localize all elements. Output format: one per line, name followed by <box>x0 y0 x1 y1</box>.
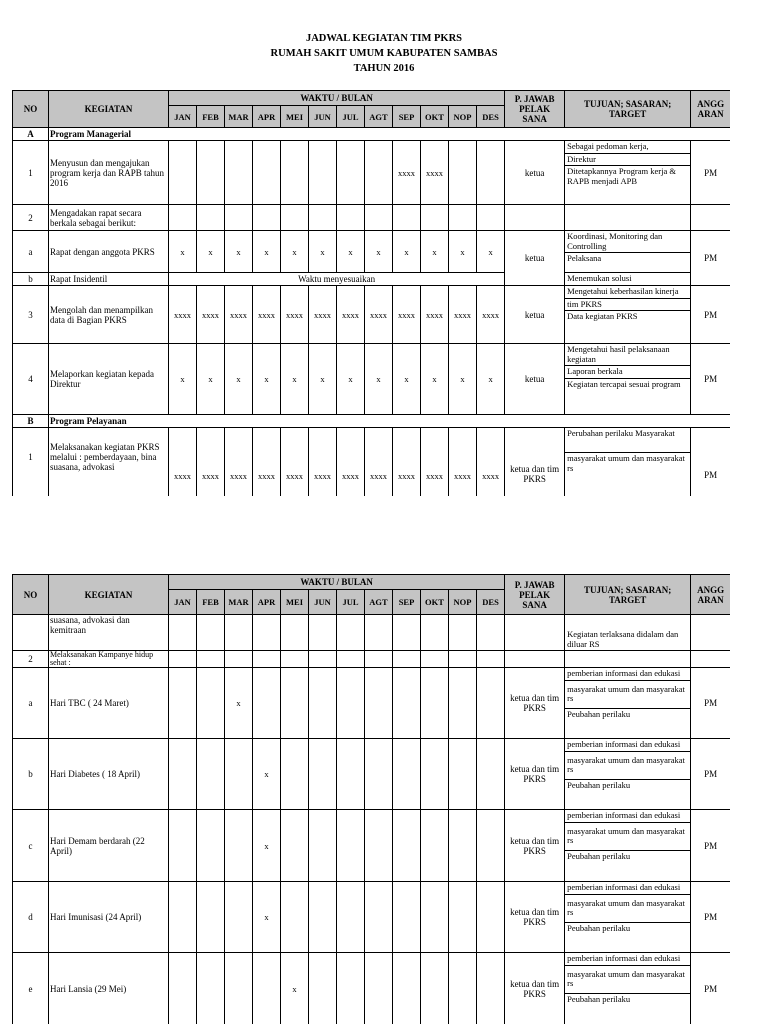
month-header: APR <box>253 106 281 128</box>
section-no: A <box>13 128 49 141</box>
row-pj: ketua <box>505 344 565 415</box>
table-row <box>13 651 731 668</box>
row-anggaran: PM <box>691 953 730 1024</box>
tujuan-line: masyarakat umum dan masyarakat rs <box>565 895 690 923</box>
tujuan-line: Kegiatan terlaksana didalam dan diluar RS <box>567 629 679 649</box>
month-mark: xxxx <box>309 286 337 344</box>
row-tujuan <box>565 273 691 286</box>
month-mark: x <box>253 739 281 810</box>
row-kegiatan: Menyusun dan mengajukan program kerja dan RAPB tahun 2016 <box>49 141 169 205</box>
doc-title-line3: TAHUN 2016 <box>353 63 415 74</box>
month-mark: xxxx <box>449 286 477 344</box>
schedule-page-2 <box>12 574 730 1024</box>
month-header: FEB <box>197 106 225 128</box>
month-mark: x <box>337 231 365 273</box>
row-kegiatan: Melaksanakan kegiatan PKRS melalui : pemberdayaan, bina suasana, advokasi <box>49 428 169 497</box>
table-row <box>13 810 731 882</box>
section-row-b <box>13 415 731 428</box>
month-mark: x <box>477 344 505 415</box>
row-tujuan <box>565 141 691 205</box>
row-no: a <box>13 231 49 273</box>
tujuan-line: masyarakat umum dan masyarakat rs <box>565 752 690 780</box>
month-mark: x <box>281 953 309 1024</box>
tujuan-line: Mengetahui hasil pelaksanaan kegiatan <box>565 344 690 366</box>
month-mark: xxxx <box>309 428 337 497</box>
tujuan-line: pemberian informasi dan edukasi <box>565 882 690 895</box>
waktu-menyesuaikan: Waktu menyesuaikan <box>169 273 505 286</box>
row-pj: ketua <box>505 141 565 205</box>
row-kegiatan: Melaporkan kegiatan kepada Direktur <box>49 344 169 415</box>
header-no: NO <box>13 575 49 615</box>
month-mark: x <box>253 344 281 415</box>
page-gap <box>0 496 768 572</box>
month-header: SEP <box>393 590 421 615</box>
row-kegiatan: Hari Demam berdarah (22 April) <box>49 810 169 882</box>
header-anggaran: ANGG ARAN <box>691 91 730 128</box>
month-mark: x <box>253 810 281 882</box>
row-pj: ketua dan tim PKRS <box>505 428 565 497</box>
row-anggaran: PM <box>691 286 730 344</box>
header-anggaran: ANGG ARAN <box>691 575 730 615</box>
month-header: DES <box>477 590 505 615</box>
month-mark: xxxx <box>393 286 421 344</box>
month-header: MAR <box>225 106 253 128</box>
row-tujuan <box>565 668 691 739</box>
month-mark: x <box>281 344 309 415</box>
row-no: 1 <box>13 428 49 497</box>
month-mark: xxxx <box>477 286 505 344</box>
row-kegiatan: suasana, advokasi dan kemitraan <box>49 615 169 651</box>
table-row <box>13 428 731 497</box>
row-kegiatan: Hari Diabetes ( 18 April) <box>49 739 169 810</box>
row-kegiatan: Mengadakan rapat secara berkala sebagai berikut: <box>49 205 169 231</box>
tujuan-line: Peubahan perilaku <box>567 850 631 861</box>
tujuan-line: Peubahan perilaku <box>567 779 631 790</box>
row-kegiatan: Hari Lansia (29 Mei) <box>49 953 169 1024</box>
row-kegiatan: Rapat dengan anggota PKRS <box>49 231 169 273</box>
month-header: NOP <box>449 590 477 615</box>
month-mark: xxxx <box>365 286 393 344</box>
month-header: AGT <box>365 106 393 128</box>
month-mark: x <box>393 344 421 415</box>
row-no: b <box>13 739 49 810</box>
month-mark: x <box>365 231 393 273</box>
tujuan-line: Perubahan perilaku Masyarakat <box>565 428 690 453</box>
header-tujuan: TUJUAN; SASARAN; TARGET <box>565 575 691 615</box>
table-row <box>13 273 731 286</box>
row-tujuan <box>565 231 691 273</box>
month-mark: x <box>421 344 449 415</box>
row-no: b <box>13 273 49 286</box>
month-header: DES <box>477 106 505 128</box>
month-mark: x <box>253 231 281 273</box>
month-mark: x <box>365 344 393 415</box>
row-tujuan <box>565 428 691 497</box>
tujuan-line: masyarakat umum dan masyarakat rs <box>565 966 690 994</box>
tujuan-line: Koordinasi, Monitoring dan Controlling <box>565 231 690 253</box>
month-header: MEI <box>281 106 309 128</box>
header-no: NO <box>13 91 49 128</box>
row-anggaran: PM <box>691 668 730 739</box>
month-mark: x <box>337 344 365 415</box>
month-mark: xxxx <box>253 428 281 497</box>
month-mark: xxxx <box>253 286 281 344</box>
header-pj: P. JAWAB PELAK SANA <box>505 575 565 615</box>
month-header: APR <box>253 590 281 615</box>
header-waktu: WAKTU / BULAN <box>169 91 505 106</box>
row-tujuan <box>565 953 691 1024</box>
row-no: 3 <box>13 286 49 344</box>
doc-title-line2: RUMAH SAKIT UMUM KABUPATEN SAMBAS <box>270 48 498 59</box>
tujuan-line: Ditetapkannya Program kerja & RAPB menjadi APB <box>567 166 676 186</box>
table-row <box>13 205 731 231</box>
tujuan-line: Mengetahui keberhasilan kinerja <box>565 286 690 299</box>
month-mark: x <box>309 344 337 415</box>
tujuan-line: tim PKRS <box>565 299 690 312</box>
row-kegiatan: Melaksanakan Kampanye hidup sehat : <box>49 651 169 668</box>
tujuan-line: pemberian informasi dan edukasi <box>565 739 690 752</box>
month-mark: xxxx <box>337 428 365 497</box>
row-kegiatan: Mengolah dan menampilkan data di Bagian PKRS <box>49 286 169 344</box>
table-row <box>13 231 731 273</box>
month-mark: x <box>197 344 225 415</box>
row-kegiatan: Hari Imunisasi (24 April) <box>49 882 169 953</box>
month-header: MAR <box>225 590 253 615</box>
section-label: Program Managerial <box>49 128 731 141</box>
tujuan-line: pemberian informasi dan edukasi <box>565 953 690 966</box>
month-header: JAN <box>169 590 197 615</box>
tujuan-line: pemberian informasi dan edukasi <box>565 668 690 681</box>
month-mark: xxxx <box>365 428 393 497</box>
table-row <box>13 739 731 810</box>
month-mark: x <box>225 231 253 273</box>
month-mark: xxxx <box>449 428 477 497</box>
table-row <box>13 882 731 953</box>
row-no: 2 <box>13 205 49 231</box>
row-no: d <box>13 882 49 953</box>
row-kegiatan: Rapat Insidentil <box>49 273 169 286</box>
tujuan-line: Direktur <box>565 154 690 167</box>
row-no: e <box>13 953 49 1024</box>
month-mark: xxxx <box>197 286 225 344</box>
month-mark: x <box>225 344 253 415</box>
month-mark: xxxx <box>421 141 449 205</box>
schedule-page-1 <box>12 90 730 496</box>
doc-title-line1: JADWAL KEGIATAN TIM PKRS <box>305 33 463 44</box>
row-no: 1 <box>13 141 49 205</box>
month-mark: xxxx <box>281 428 309 497</box>
schedule-table-1 <box>12 90 730 496</box>
month-header: JUL <box>337 106 365 128</box>
row-kegiatan: Hari TBC ( 24 Maret) <box>49 668 169 739</box>
month-header: JUN <box>309 590 337 615</box>
month-mark: xxxx <box>393 141 421 205</box>
tujuan-line: Pelaksana <box>567 253 602 263</box>
header-pj: P. JAWAB PELAK SANA <box>505 91 565 128</box>
month-mark: x <box>449 344 477 415</box>
month-mark: x <box>421 231 449 273</box>
table-row <box>13 668 731 739</box>
month-mark: xxxx <box>393 428 421 497</box>
table-row <box>13 615 731 651</box>
month-mark: xxxx <box>281 286 309 344</box>
row-no: 2 <box>13 651 49 668</box>
tujuan-line: Laporan berkala <box>565 366 690 379</box>
section-row-a <box>13 128 731 141</box>
row-anggaran: PM <box>691 882 730 953</box>
row-pj: ketua dan tim PKRS <box>505 882 565 953</box>
month-header: JUL <box>337 590 365 615</box>
tujuan-line: Peubahan perilaku <box>567 708 631 719</box>
month-header: MEI <box>281 590 309 615</box>
month-mark: x <box>393 231 421 273</box>
header-kegiatan: KEGIATAN <box>49 575 169 615</box>
month-mark: xxxx <box>477 428 505 497</box>
tujuan-line: pemberian informasi dan edukasi <box>565 810 690 823</box>
month-mark: x <box>169 344 197 415</box>
table-row <box>13 141 731 205</box>
month-mark: xxxx <box>197 428 225 497</box>
row-anggaran: PM <box>691 344 730 415</box>
tujuan-line: Menemukan solusi <box>567 273 632 283</box>
month-header: FEB <box>197 590 225 615</box>
table-row <box>13 286 731 344</box>
month-mark: x <box>281 231 309 273</box>
row-anggaran: PM <box>691 231 730 286</box>
tujuan-line: Peubahan perilaku <box>567 922 631 933</box>
row-tujuan <box>565 882 691 953</box>
row-anggaran: PM <box>691 141 730 205</box>
row-anggaran: PM <box>691 428 730 497</box>
schedule-table-2 <box>12 574 730 1024</box>
header-waktu: WAKTU / BULAN <box>169 575 505 590</box>
row-anggaran: PM <box>691 739 730 810</box>
tujuan-line: Sebagai pedoman kerja, <box>565 141 690 154</box>
row-tujuan <box>565 739 691 810</box>
month-mark: x <box>309 231 337 273</box>
table-row <box>13 344 731 415</box>
month-mark: x <box>197 231 225 273</box>
section-no: B <box>13 415 49 428</box>
month-header: JAN <box>169 106 197 128</box>
month-mark: xxxx <box>421 286 449 344</box>
month-mark: x <box>253 882 281 953</box>
month-header: NOP <box>449 106 477 128</box>
row-pj: ketua <box>505 231 565 286</box>
month-header: JUN <box>309 106 337 128</box>
section-label: Program Pelayanan <box>49 415 731 428</box>
month-header: AGT <box>365 590 393 615</box>
month-header: SEP <box>393 106 421 128</box>
row-pj: ketua dan tim PKRS <box>505 668 565 739</box>
row-no: 4 <box>13 344 49 415</box>
row-pj: ketua dan tim PKRS <box>505 953 565 1024</box>
month-header: OKT <box>421 590 449 615</box>
row-no: c <box>13 810 49 882</box>
tujuan-line: masyarakat umum dan masyarakat rs <box>565 823 690 851</box>
row-anggaran: PM <box>691 810 730 882</box>
month-header: OKT <box>421 106 449 128</box>
row-pj: ketua dan tim PKRS <box>505 810 565 882</box>
row-tujuan <box>565 615 691 651</box>
row-tujuan <box>565 810 691 882</box>
month-mark: xxxx <box>169 286 197 344</box>
header-kegiatan: KEGIATAN <box>49 91 169 128</box>
row-pj: ketua <box>505 286 565 344</box>
month-mark: xxxx <box>169 428 197 497</box>
table-row <box>13 953 731 1024</box>
row-tujuan <box>565 344 691 415</box>
tujuan-line: masyarakat umum dan masyarakat rs <box>565 681 690 709</box>
month-mark: x <box>449 231 477 273</box>
month-mark: xxxx <box>337 286 365 344</box>
month-mark: x <box>169 231 197 273</box>
row-tujuan <box>565 286 691 344</box>
month-mark: x <box>225 668 253 739</box>
row-pj: ketua dan tim PKRS <box>505 739 565 810</box>
month-mark: xxxx <box>421 428 449 497</box>
tujuan-line: Peubahan perilaku <box>567 993 631 1004</box>
row-no: a <box>13 668 49 739</box>
month-mark: xxxx <box>225 286 253 344</box>
month-mark: x <box>477 231 505 273</box>
month-mark: xxxx <box>225 428 253 497</box>
header-tujuan: TUJUAN; SASARAN; TARGET <box>565 91 691 128</box>
tujuan-line: Data kegiatan PKRS <box>567 311 638 321</box>
tujuan-line: Kegiatan tercapai sesuai program <box>567 378 681 389</box>
tujuan-line: masyarakat umum dan masyarakat rs <box>567 453 685 473</box>
